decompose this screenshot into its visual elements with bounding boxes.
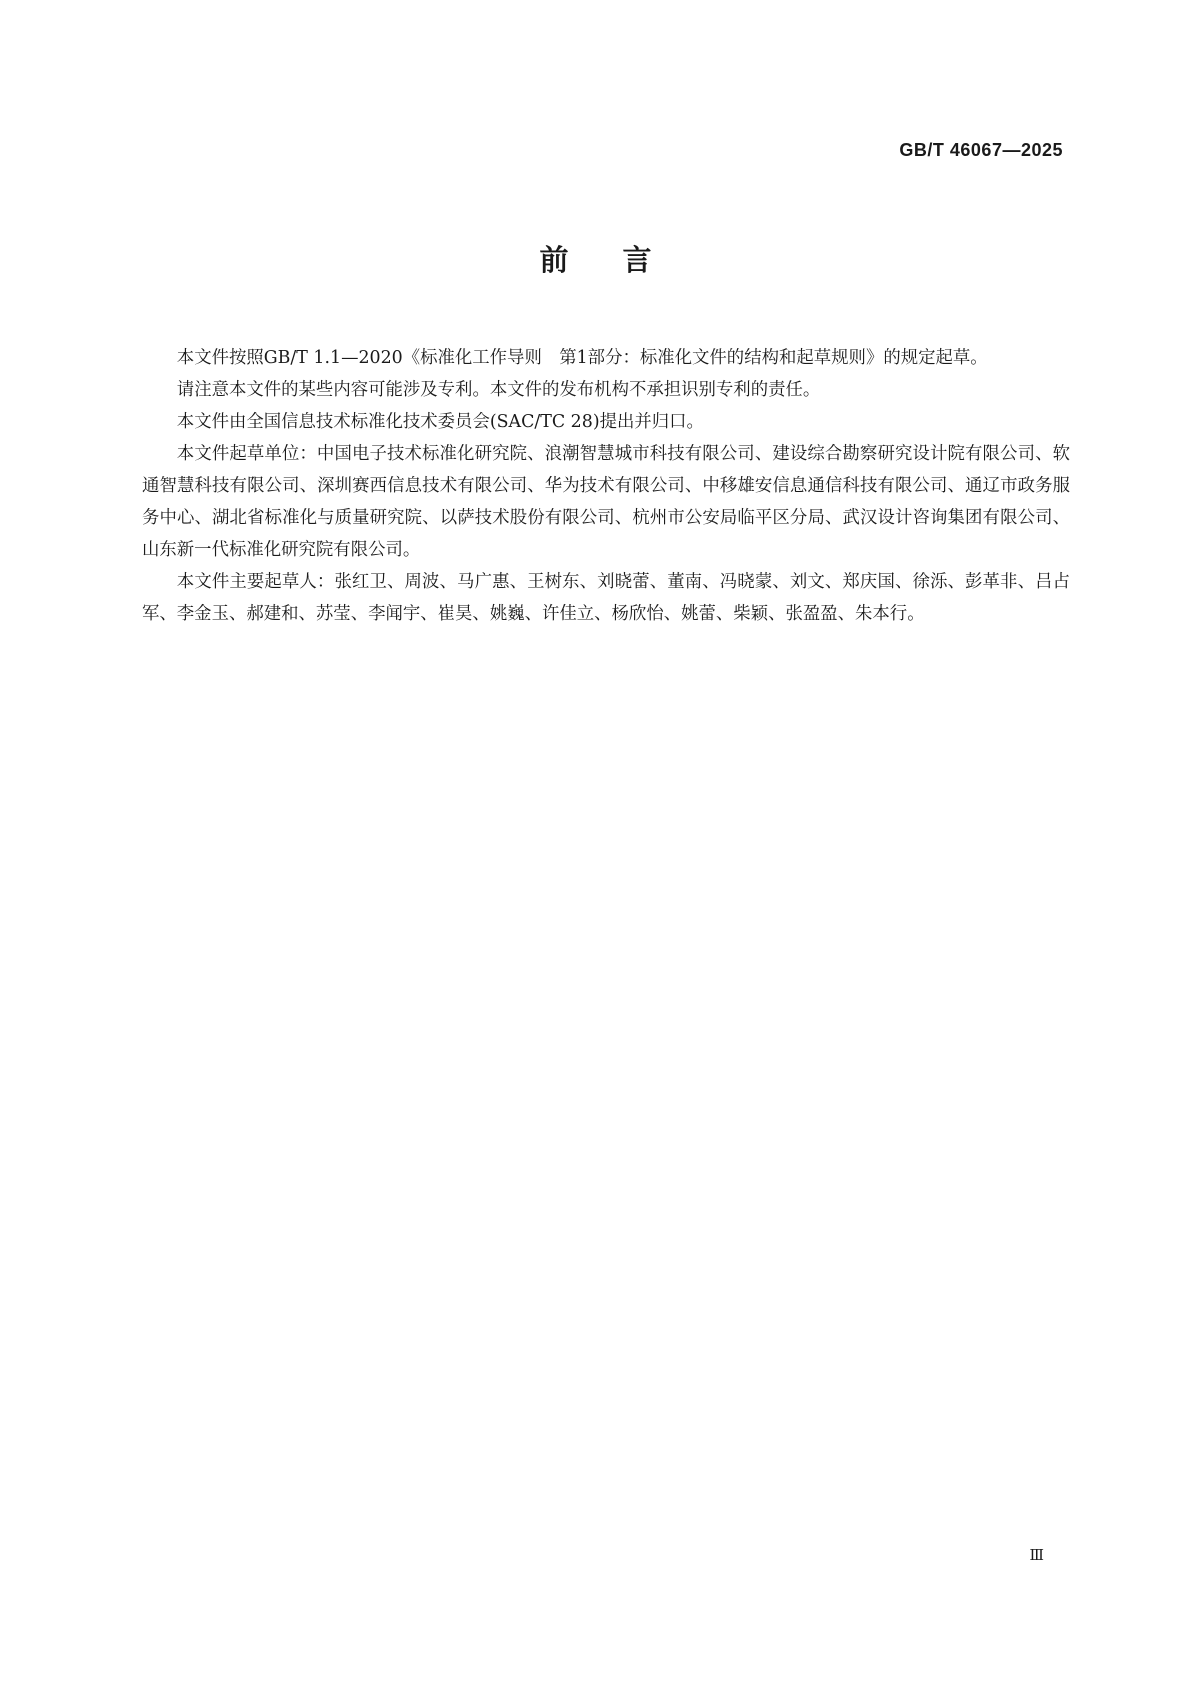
document-body bbox=[142, 342, 1070, 630]
page-number: Ⅲ bbox=[1029, 1546, 1043, 1564]
standard-code: GB/T 46067—2025 bbox=[899, 140, 1063, 160]
paragraph-drafting-units: 本文件起草单位：中国电子技术标准化研究院、浪潮智慧城市科技有限公司、建设综合勘察研究设计院有限公司、软通智慧科技有限公司、深圳赛西信息技术有限公司、华为技术有限公司、中移雄安信息通信科技有限公司、通辽市政务服务中心、湖北省标准化与质量研究院、以萨技术股份有限公司、杭州市公安局临平区分局、武汉设计咨询集团有限公司、山东新一代标准化研究院有限公司。 bbox=[142, 444, 1070, 560]
paragraph-patent-notice: 请注意本文件的某些内容可能涉及专利。本文件的发布机构不承担识别专利的责任。 bbox=[176, 380, 821, 400]
paragraph-proposer: 本文件由全国信息技术标准化技术委员会(SAC/TC 28)提出并归口。 bbox=[176, 412, 704, 432]
paragraph-drafters: 本文件主要起草人：张红卫、周波、马广惠、王树东、刘晓蕾、董南、冯晓蒙、刘文、郑庆国、徐泺、彭革非、吕占军、李金玉、郝建和、苏莹、李闻宇、崔昊、姚巍、许佳立、杨欣怡、姚蕾、柴颖、张盈盈、朱本行。 bbox=[142, 572, 1070, 624]
page-title: 前言 bbox=[539, 243, 706, 277]
paragraph-drafting-rules: 本文件按照GB/T 1.1—2020《标准化工作导则 第1部分：标准化文件的结构和起草规则》的规定起草。 bbox=[176, 348, 988, 368]
